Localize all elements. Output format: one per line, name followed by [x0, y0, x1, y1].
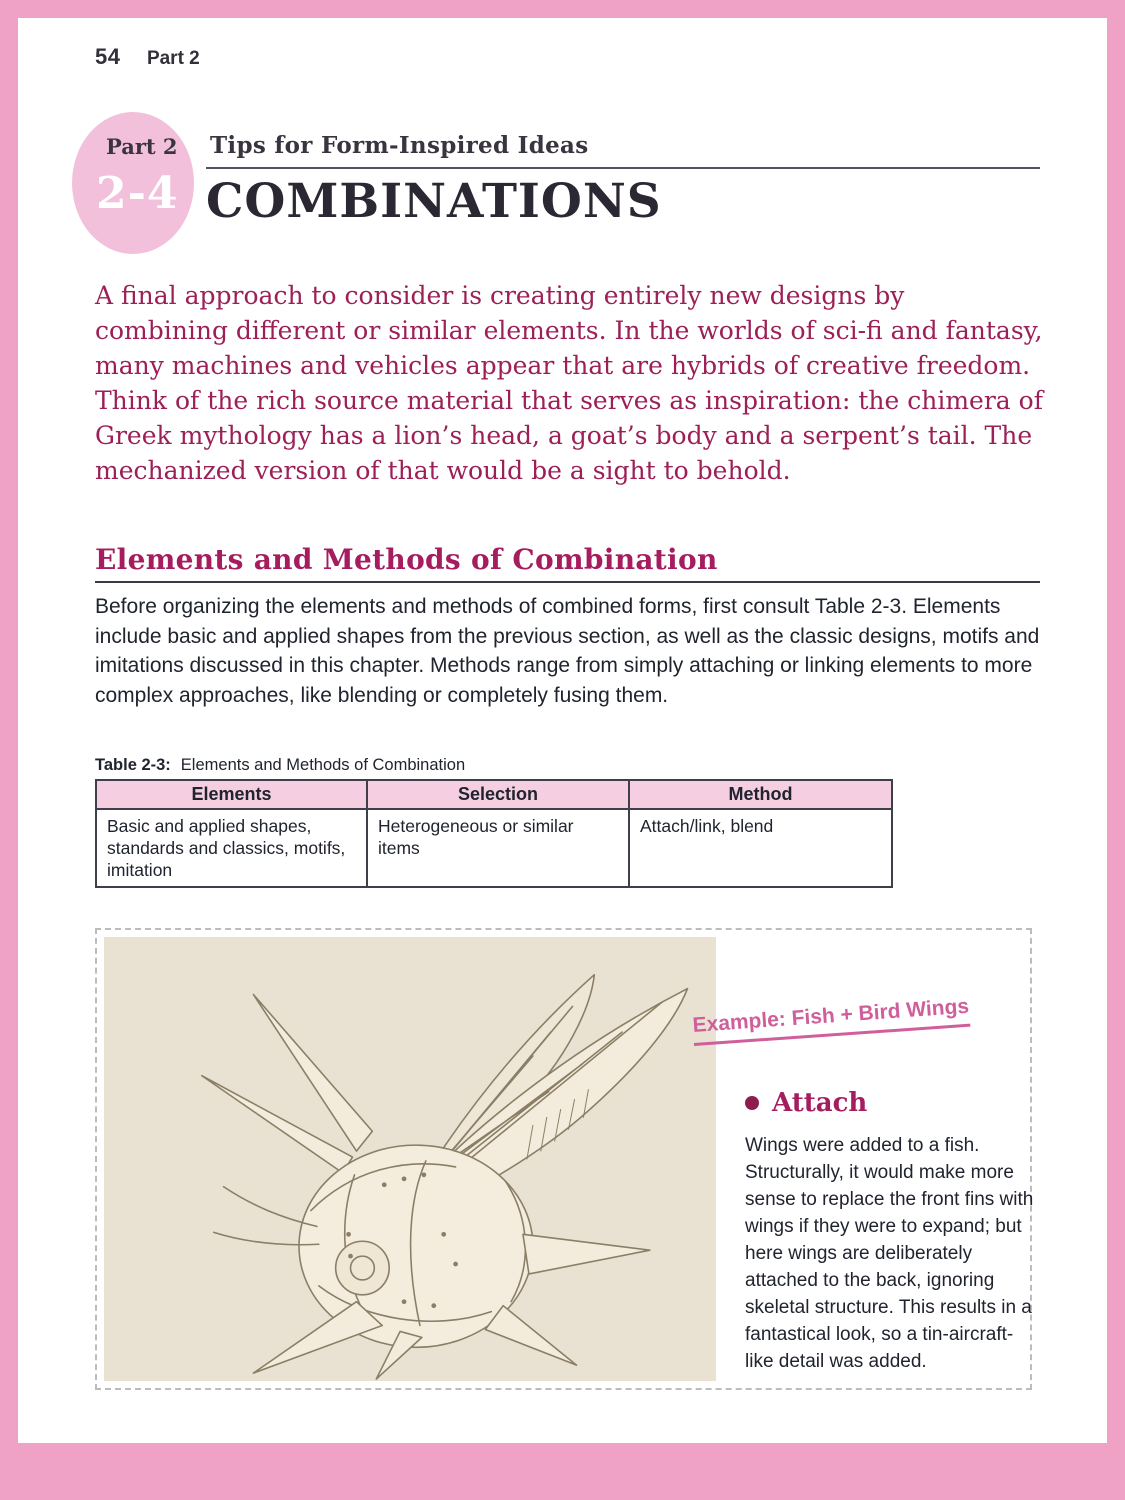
page-footer-bar: [0, 1443, 1125, 1500]
section-body: Before organizing the elements and methods of combined forms, first consult Table 2-3. Elements include basic and applied shapes from the previous section, as well as the classic designs, motifs and imitations discussed in this chapter. Methods range from simply attaching or linking elements to more complex approaches, like blending or completely fusing them.: [95, 595, 1040, 707]
page-border-left: [0, 0, 18, 1500]
page-number: 54: [95, 44, 121, 69]
kicker-rule: [206, 167, 1040, 169]
page-border-right: [1107, 0, 1125, 1500]
fish-wings-sketch: [104, 937, 716, 1381]
chapter-kicker: Tips for Form-Inspired Ideas: [210, 132, 589, 159]
table-caption: [95, 756, 465, 775]
fish-sketch-svg: [104, 937, 716, 1381]
intro-paragraph: A final approach to consider is creating entirely new designs by combining different or similar elements. In the worlds of sci-fi and fantasy, many machines and vehicles appear that are hybrids of creative freedom. Think of the rich source material that serves as inspiration: the chimera of Greek mythology has a lion’s head, a goat’s body and a serpent’s tail. The mechanized version of that would be a sight to behold.: [95, 281, 1043, 485]
running-part-label: Part 2: [146, 48, 200, 69]
combination-table: [95, 779, 893, 888]
table-cell-method: Attach/link, blend: [629, 809, 892, 887]
section-rule: [95, 581, 1040, 583]
badge-part-label: Part 2: [106, 134, 178, 159]
table-row: [96, 809, 892, 887]
table-header-row: [96, 780, 892, 809]
example-label: Example: Fish + Bird Wings: [692, 995, 971, 1046]
badge-chapter-number: 2-4: [96, 168, 179, 219]
table-header-elements: Elements: [96, 780, 367, 809]
table-cell-elements: Basic and applied shapes, standards and classics, motifs, imitation: [96, 809, 367, 887]
table-cell-selection: Heterogeneous or similar items: [367, 809, 629, 887]
table-header-method: Method: [629, 780, 892, 809]
page-border-top: [0, 0, 1125, 18]
figure-box: [95, 928, 1032, 1390]
callout-title: Attach: [772, 1088, 868, 1118]
bullet-icon: [745, 1096, 759, 1110]
running-head: [95, 44, 200, 70]
table-caption-text: Elements and Methods of Combination: [180, 756, 466, 774]
chapter-badge: [72, 112, 194, 254]
table-caption-label: Table 2-3:: [95, 756, 171, 774]
callout-heading: [745, 1088, 867, 1118]
table-header-selection: Selection: [367, 780, 629, 809]
section-heading: Elements and Methods of Combination: [95, 543, 718, 576]
chapter-title: COMBINATIONS: [206, 174, 662, 229]
callout-body: Wings were added to a fish. Structurally, it would make more sense to replace the front fins with wings if they were to expand; but here wings are deliberately attached to the back, ignoring skeletal structure. This results in a fantastical look, so a tin-aircraft-like detail was added.: [745, 1135, 1034, 1372]
